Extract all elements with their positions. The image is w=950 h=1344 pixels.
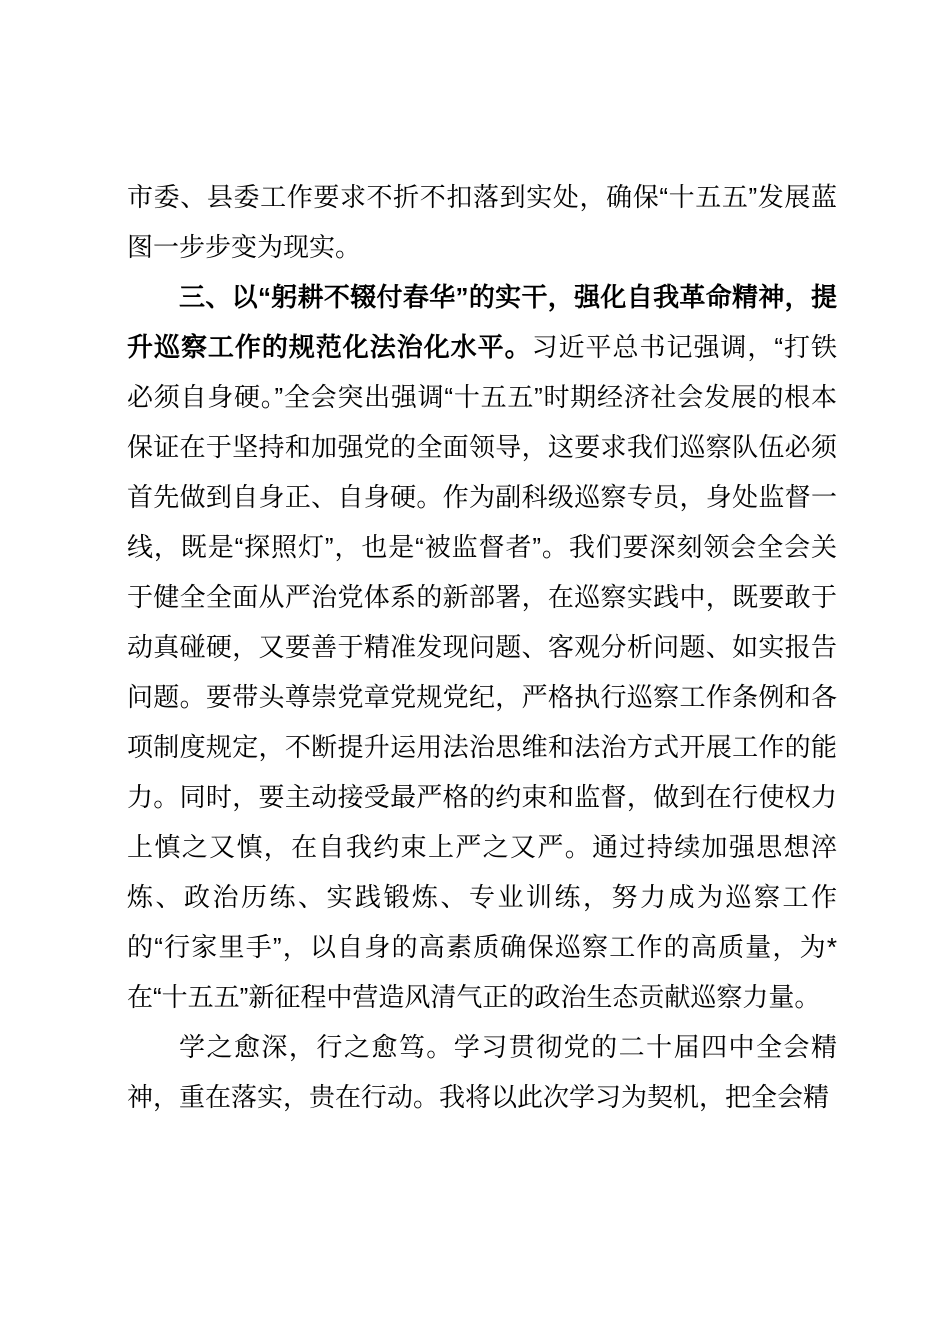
text-run: 市委、县委工作要求不折不扣落到实处，确保“十五五”发展蓝图一步步变为现实。 <box>127 182 837 262</box>
text-run: 学之愈深，行之愈笃。学习贯彻党的二十届四中全会精神，重在落实，贵在行动。我将以此次学习为契机，把全会精 <box>127 1032 837 1112</box>
text-run: 习近平总书记强调，“打铁必须自身硬。”全会突出强调“十五五”时期经济社会发展的根本保证在于坚持和加强党的全面领导，这要求我们巡察队伍必须首先做到自身正、自身硬。作为副科级巡察专员，身处监督一线，既是“探照灯”，也是“被监督者”。我们要深刻领会全会关于健全全面从严治党体系的新部署，在巡察实践中，既要敢于动真碰硬，又要善于精准发现问题、客观分析问题、如实报告问题。要带头尊崇党章党规党纪，严格执行巡察工作条例和各项制度规定，不断提升运用法治思维和法治方式开展工作的能力。同时，要主动接受最严格的约束和监督，做到在行使权力上慎之又慎，在自我约束上严之又严。通过持续加强思想淬炼、政治历练、实践锻炼、专业训练，努力成为巡察工作的“行家里手”，以自身的高素质确保巡察工作的高质量，为*在“十五五”新征程中营造风清气正的政治生态贡献巡察力量。 <box>127 332 837 1012</box>
document-body <box>127 172 837 1122</box>
paragraph <box>127 1022 837 1122</box>
paragraph <box>127 172 837 272</box>
paragraph <box>127 272 837 1022</box>
section-heading-run: 三、以“躬耕不辍付春华”的实干，强化自我革命精神，提升巡察工作的规范化法治化水平。 <box>127 282 837 362</box>
